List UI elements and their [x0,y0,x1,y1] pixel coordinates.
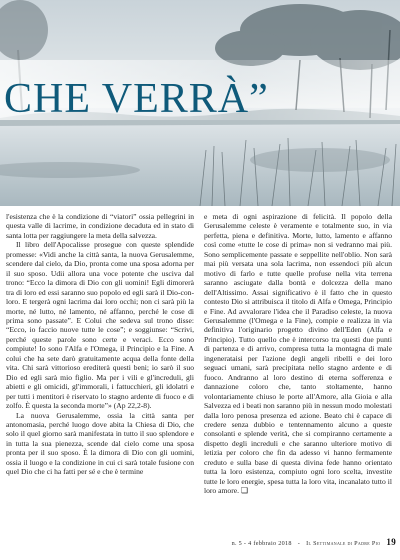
right-column [204,212,392,496]
page-number: 19 [386,537,396,547]
paragraph [204,212,392,496]
paragraph: l'esistenza che è la condizione di “viatori” ossia pellegrini in questa valle di lacrime, in condizione decaduta ed in stato di santa lotta per raggiungere la meta della salvezza. [6,212,194,240]
page-footer [196,537,396,547]
paragraph: La nuova Gerusalemme, ossia la città santa per antonomasia, perché luogo dove abita la Chiesa di Dio, che solo il quel giorno sarà manifestata in tutto il suo splendore e in tutta la sua pienezza, scende dal cielo come una sposa pronta per il suo sposo. È la dimora di Dio con gli uomini, ossia il luogo e la condizione in cui ci sarà totale fusione con quel Dio che ci ha fatti per sé e che è termine [6,410,194,477]
end-of-article-icon: ❏ [240,486,249,496]
article-title: CHE VERRÀ” [4,76,269,122]
publication-name: Il Settimanale di Padre Pio [306,540,381,547]
paragraph: Il libro dell'Apocalisse prosegue con queste splendide promesse: «Vidi anche la città santa, la nuova Gerusalemme, scendere dal cielo, da Dio, pronta come una sposa adorna per il suo sposo. Udii allora una voce potente che usciva dal trono: “Ecco la dimora di Dio con gli uomini! Egli dimorerà tra di loro ed essi saranno suo popolo ed egli sarà il Dio-con-loro. E tergerà ogni lacrima dai loro occhi; non ci sarà più la morte, né lutto, né lamento, né affanno, perché le cose di prima sono passate”. E Colui che sedeva sul trono disse: “Ecco, io faccio nuove tutte le cose”; e soggiunse: “Scrivi, perché queste parole sono certe e veraci. Ecco sono compiute! Io sono l'Alfa e l'Omega, il Principio e la Fine. A colui che ha sete darò gratuitamente acqua della fonte della vita. Chi sarà vittorioso erediterà questi beni; io sarò il suo Dio ed egli sarà mio figlio. Ma per i vili e gl'increduli, gli abietti e gli omicidi, gl'immorali, i fattucchieri, gli idolatri e per tutti i mentitori è riservato lo stagno ardente di fuoco e di zolfo. È questa la seconda morte”» (Ap 22,2-8). [6,240,194,411]
issue-date: n. 5 - 4 febbraio 2018 [231,540,292,547]
left-column [6,212,194,477]
paragraph-text: e meta di ogni aspirazione di felicità. Il popolo della Gerusalemme celeste è veramente e totalmente suo, in via perfetta, piena e definitiva. Morte, lutto, lamento e affanno così come «tutte le cose di prima» non si vedranno mai più. Sono semplicemente passate e seppellite nell'oblio. Non sarà mai più versata una sola lacrima, non essendoci più alcun motivo di farlo e tutte quelle profuse nella vita terrena saranno asciugate dalla bontà e dolcezza della mano dell'Altissimo. Assai significativo è il fatto che in questo contesto Dio si attribuisca il titolo di Alfa e Omega, Principio e Fine. Ad avvalorare l'idea che il Paradiso celeste, la nuova Gerusalemme (l'Omega e la Fine), compie e realizza in via definitiva l'originario progetto divino dell'Eden (Alfa e Principio). Tutto quello che è intercorso tra questi due punti di partenza e di arrivo, compresa tutta la montagna di male ingenerataisi per l'azione degli angeli ribelli e dei loro seguaci umani, sarà precipitata nello stagno ardente e di fuoco. Andranno al loro destino di eterna sofferenza e dannazione coloro che, tanto stoltamente, hanno volontariamente chiuso le porte all'Amore, alla Gioia e alla Salvezza ed i beati non saranno più in nessun modo molestati dalla loro penosa presenza ed azione. Beato chi è capace di credere senza dubbio e tentennamento alcuno a queste consolanti e splende verità, che si compiranno certamente a dispetto degli increduli e che saranno ulteriore motivo di letizia per coloro che fin da adesso vi hanno fermamente creduto e sulla base di questa divina fede hanno orientato tutta la loro esistenza, compiuto ogni loro scelta, investite tutte le loro energie, spesa tutta la loro vita, incanalato tutto il loro amore. [204,212,392,496]
footer-separator: - [297,540,301,547]
hero-landscape-image [0,0,400,206]
